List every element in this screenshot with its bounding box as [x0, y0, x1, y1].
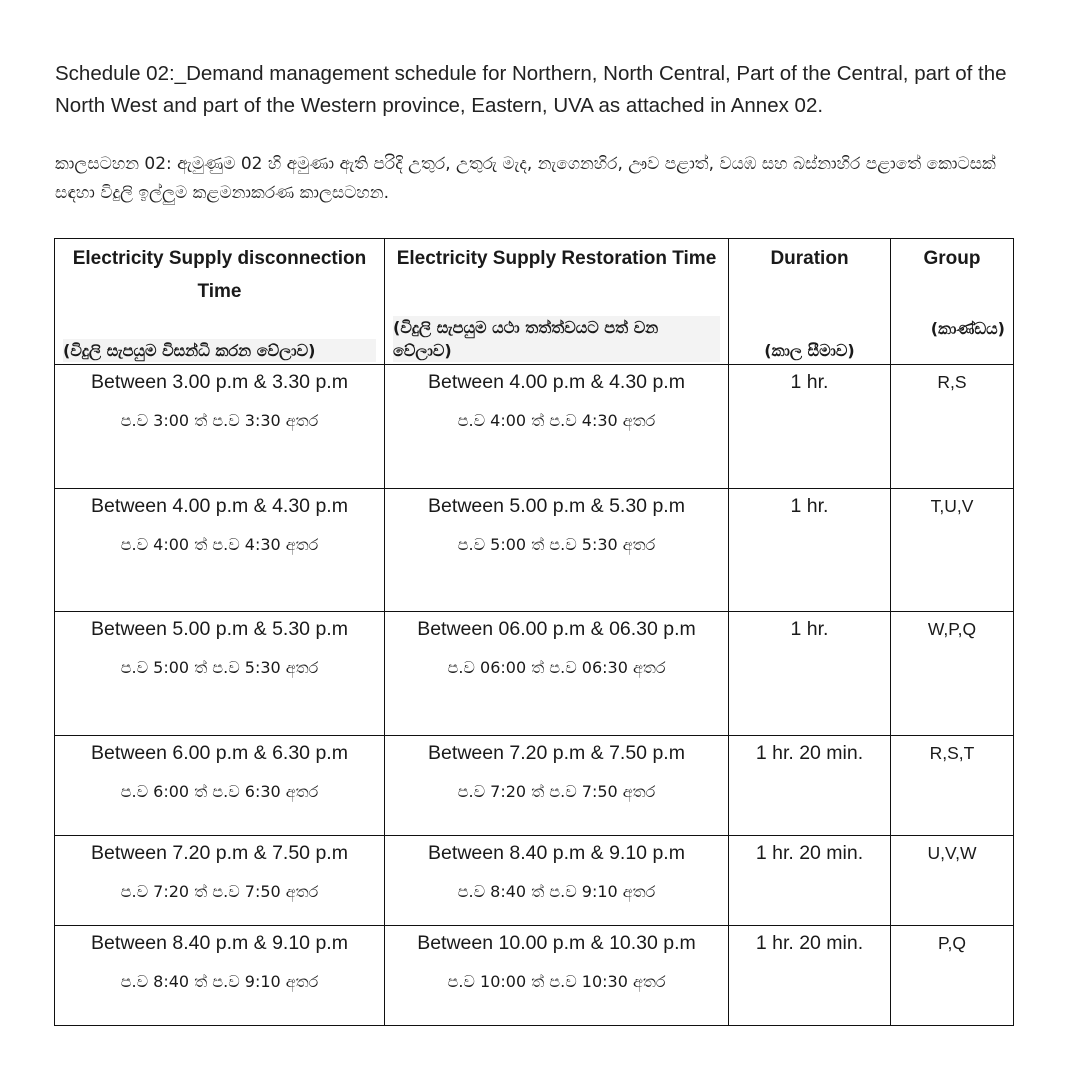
duration-cell — [729, 736, 891, 836]
group-cell — [891, 736, 1014, 836]
restoration-time-si: ප.ව 5:00 ත් ප.ව 5:30 අතර — [457, 535, 656, 554]
disconnection-time-si: ප.ව 5:00 ත් ප.ව 5:30 අතර — [120, 658, 319, 677]
restoration-time-en: Between 06.00 p.m & 06.30 p.m — [417, 618, 696, 640]
restoration-cell — [385, 836, 729, 926]
disconnection-cell — [55, 736, 385, 836]
group-cell — [891, 489, 1014, 612]
group-cell — [891, 926, 1014, 1026]
table-row — [55, 926, 1014, 1026]
group-value: U,V,W — [927, 843, 977, 863]
disconnection-time-si: ප.ව 8:40 ත් ප.ව 9:10 අතර — [120, 972, 319, 991]
disconnection-time-si: ප.ව 7:20 ත් ප.ව 7:50 අතර — [120, 882, 319, 901]
disconnection-time-si: ප.ව 4:00 ත් ප.ව 4:30 අතර — [120, 535, 319, 554]
restoration-time-si: ප.ව 7:20 ත් ප.ව 7:50 අතර — [457, 782, 656, 801]
duration-cell — [729, 365, 891, 489]
duration-value: 1 hr. — [790, 618, 829, 640]
schedule-heading-english: Schedule 02:_Demand management schedule for Northern, North Central, Part of the Central, part of the North West and part of the Western province, Eastern, UVA as attached in Annex 02. — [55, 62, 1007, 117]
disconnection-time-en: Between 6.00 p.m & 6.30 p.m — [91, 742, 348, 764]
restoration-cell — [385, 736, 729, 836]
disconnection-time-si: ප.ව 3:00 ත් ප.ව 3:30 අතර — [120, 411, 319, 430]
restoration-time-en: Between 4.00 p.m & 4.30 p.m — [428, 371, 685, 393]
disconnection-time-en: Between 5.00 p.m & 5.30 p.m — [91, 618, 348, 640]
duration-value: 1 hr. 20 min. — [755, 742, 864, 764]
restoration-time-si: ප.ව 8:40 ත් ප.ව 9:10 අතර — [457, 882, 656, 901]
duration-value: 1 hr. 20 min. — [755, 842, 864, 864]
duration-value: 1 hr. — [790, 371, 829, 393]
duration-cell — [729, 489, 891, 612]
table-row — [55, 365, 1014, 489]
header-group — [891, 239, 1014, 365]
group-cell — [891, 836, 1014, 926]
header-disconnection-si: (විදුලි සැපයුම විසන්ධි කරන වේලාව) — [63, 339, 376, 362]
restoration-cell — [385, 365, 729, 489]
header-duration-si: (කාල සීමාව) — [764, 341, 855, 360]
header-restoration-si: (විදුලි සැපයුම යථා තත්ත්වයට පත් වන වේලාව) — [393, 316, 720, 362]
group-cell — [891, 612, 1014, 736]
duration-cell — [729, 836, 891, 926]
table-row — [55, 489, 1014, 612]
disconnection-time-en: Between 3.00 p.m & 3.30 p.m — [91, 371, 348, 393]
disconnection-cell — [55, 836, 385, 926]
disconnection-time-en: Between 7.20 p.m & 7.50 p.m — [91, 842, 348, 864]
duration-cell — [729, 612, 891, 736]
group-value: R,S — [937, 372, 967, 392]
header-restoration-en: Electricity Supply Restoration Time — [396, 248, 717, 269]
header-duration-en: Duration — [770, 248, 849, 269]
restoration-cell — [385, 926, 729, 1026]
disconnection-time-en: Between 8.40 p.m & 9.10 p.m — [91, 932, 348, 954]
restoration-cell — [385, 489, 729, 612]
restoration-time-en: Between 8.40 p.m & 9.10 p.m — [428, 842, 685, 864]
disconnection-cell — [55, 612, 385, 736]
table-row — [55, 736, 1014, 836]
disconnection-time-si: ප.ව 6:00 ත් ප.ව 6:30 අතර — [120, 782, 319, 801]
disconnection-time-en: Between 4.00 p.m & 4.30 p.m — [91, 495, 348, 517]
table-row — [55, 612, 1014, 736]
disconnection-cell — [55, 365, 385, 489]
restoration-time-si: ප.ව 06:00 ත් ප.ව 06:30 අතර — [447, 658, 666, 677]
group-value: R,S,T — [929, 743, 975, 763]
table-row — [55, 836, 1014, 926]
schedule-heading-sinhala: කාලසටහන 02: ඇමුණුම 02 හි අමුණා ඇති පරිදි උතුර, උතුරු මැද, නැගෙනහිර, ඌව පළාත්, වයඹ සහ බස්නාහිර පළාතේ කොටසක් සඳහා විදුලි ඉල්ලුම කළමනාකරණ කාලසටහන. — [55, 154, 996, 203]
duration-value: 1 hr. — [790, 495, 829, 517]
group-value: W,P,Q — [927, 619, 977, 639]
restoration-cell — [385, 612, 729, 736]
restoration-time-en: Between 5.00 p.m & 5.30 p.m — [428, 495, 685, 517]
duration-value: 1 hr. 20 min. — [755, 932, 864, 954]
disconnection-cell — [55, 926, 385, 1026]
duration-cell — [729, 926, 891, 1026]
disconnection-cell — [55, 489, 385, 612]
group-value: T,U,V — [930, 496, 974, 516]
group-value: P,Q — [938, 933, 966, 953]
restoration-time-en: Between 7.20 p.m & 7.50 p.m — [428, 742, 685, 764]
header-disconnection-time — [55, 239, 385, 365]
restoration-time-en: Between 10.00 p.m & 10.30 p.m — [417, 932, 696, 954]
header-restoration-time — [385, 239, 729, 365]
header-duration — [729, 239, 891, 365]
table-header-row — [55, 239, 1014, 365]
header-group-en: Group — [923, 248, 981, 269]
group-cell — [891, 365, 1014, 489]
schedule-table — [54, 238, 1014, 1026]
restoration-time-si: ප.ව 4:00 ත් ප.ව 4:30 අතර — [457, 411, 656, 430]
header-disconnection-en: Electricity Supply disconnection Time — [72, 248, 367, 302]
header-group-si: (කාණ්ඩය) — [930, 319, 1005, 338]
restoration-time-si: ප.ව 10:00 ත් ප.ව 10:30 අතර — [447, 972, 666, 991]
